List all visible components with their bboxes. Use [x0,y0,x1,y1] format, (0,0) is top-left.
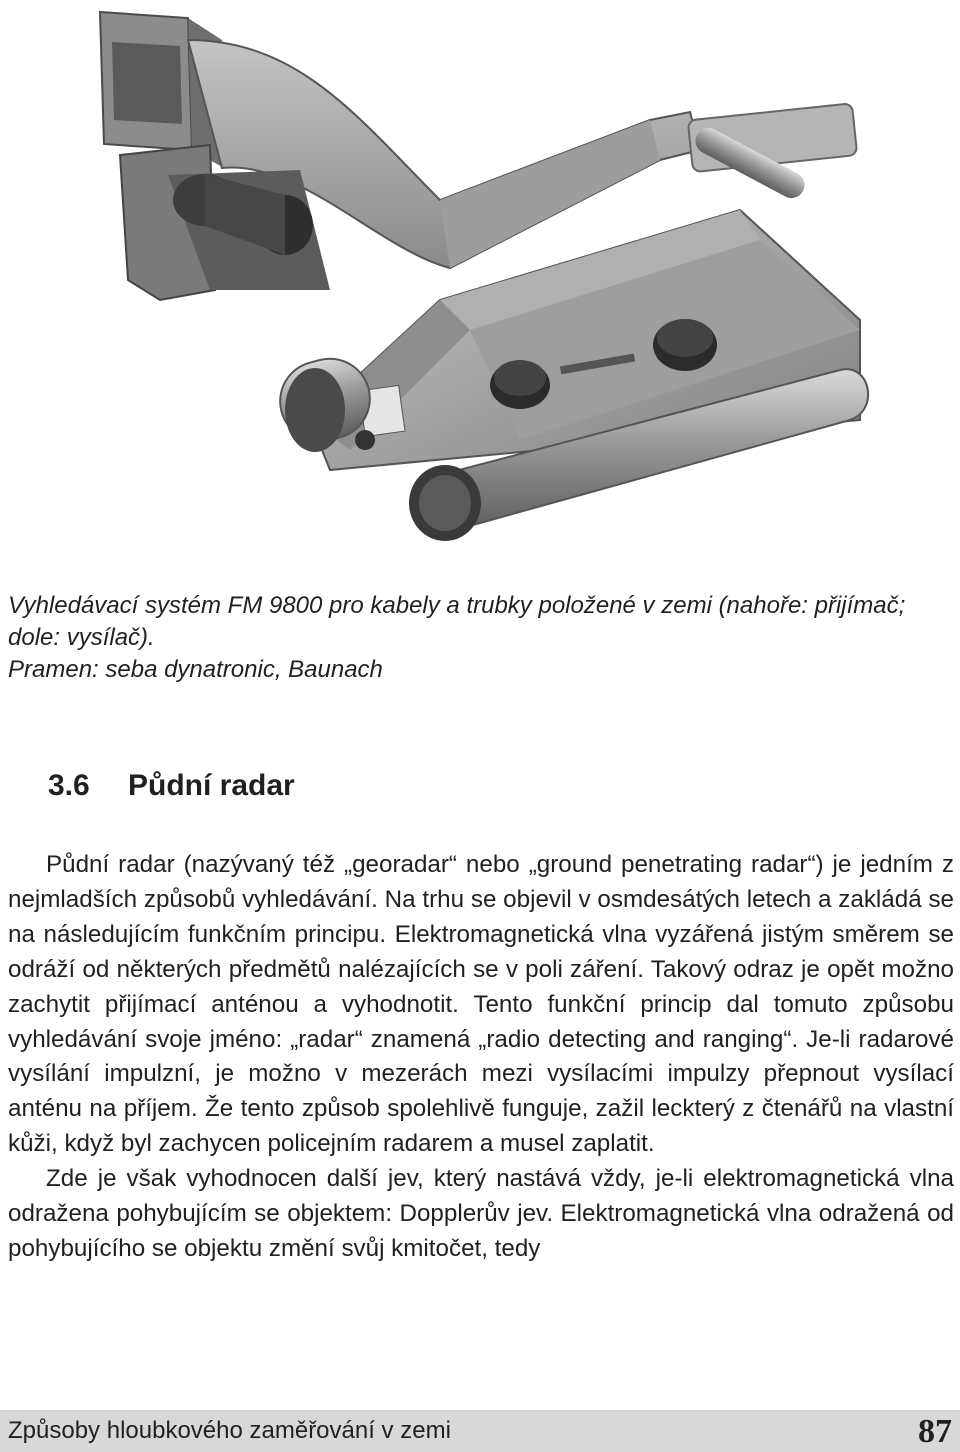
section-heading [48,766,295,806]
page-number: 87 [918,1413,952,1450]
section-body [8,848,954,1267]
caption-line-source: Pramen: seba dynatronic, Baunach [8,656,383,683]
section-number: 3.6 [48,769,90,802]
device-photo [0,0,960,560]
section-title: Půdní radar [128,769,295,802]
paragraph: Zde je však vyhodnocen další jev, který nastává vždy, je-li elektromagnetická vlna odražena pohybujícím se objektem: Dopplerův jev. Elektromagnetická vlna odražená od pohybujícího se objektu změní svůj kmitočet, tedy [8,1165,954,1262]
caption-line-description: Vyhledávací systém FM 9800 pro kabely a trubky položené v zemi (nahoře: přijímač; dole: vysílač). [8,592,906,651]
paragraph: Půdní radar (nazývaný též „georadar“ nebo „ground penetrating radar“) je jedním z nejmladších způsobů vyhledávání. Na trhu se objevil v osmdesátých letech a zakládá se na následujícím funkčním principu. Elektromagnetická vlna vyzářená jistým směrem se odráží od některých předmětů nalézajících se v poli záření. Takový odraz je opět možno zachytit přijímací anténou a vyhodnotit. Tento funkční princip dal tomuto způsobu vyhledávání svoje jméno: „radar“ znamená „radio detecting and ranging“. Je-li radarové vysílání impulzní, je možno v mezerách mezi vysílacími impulzy přepnout vysílací anténu na příjem. Že tento způsob spolehlivě funguje, zažil leckterý z čtenářů na vlastní kůži, když byl zachycen policejním radarem a musel zaplatit. [8,851,954,1158]
page-footer [0,1410,960,1452]
footer-chapter-title: Způsoby hloubkového zaměřování v zemi [8,1417,451,1444]
figure-caption [8,590,953,686]
